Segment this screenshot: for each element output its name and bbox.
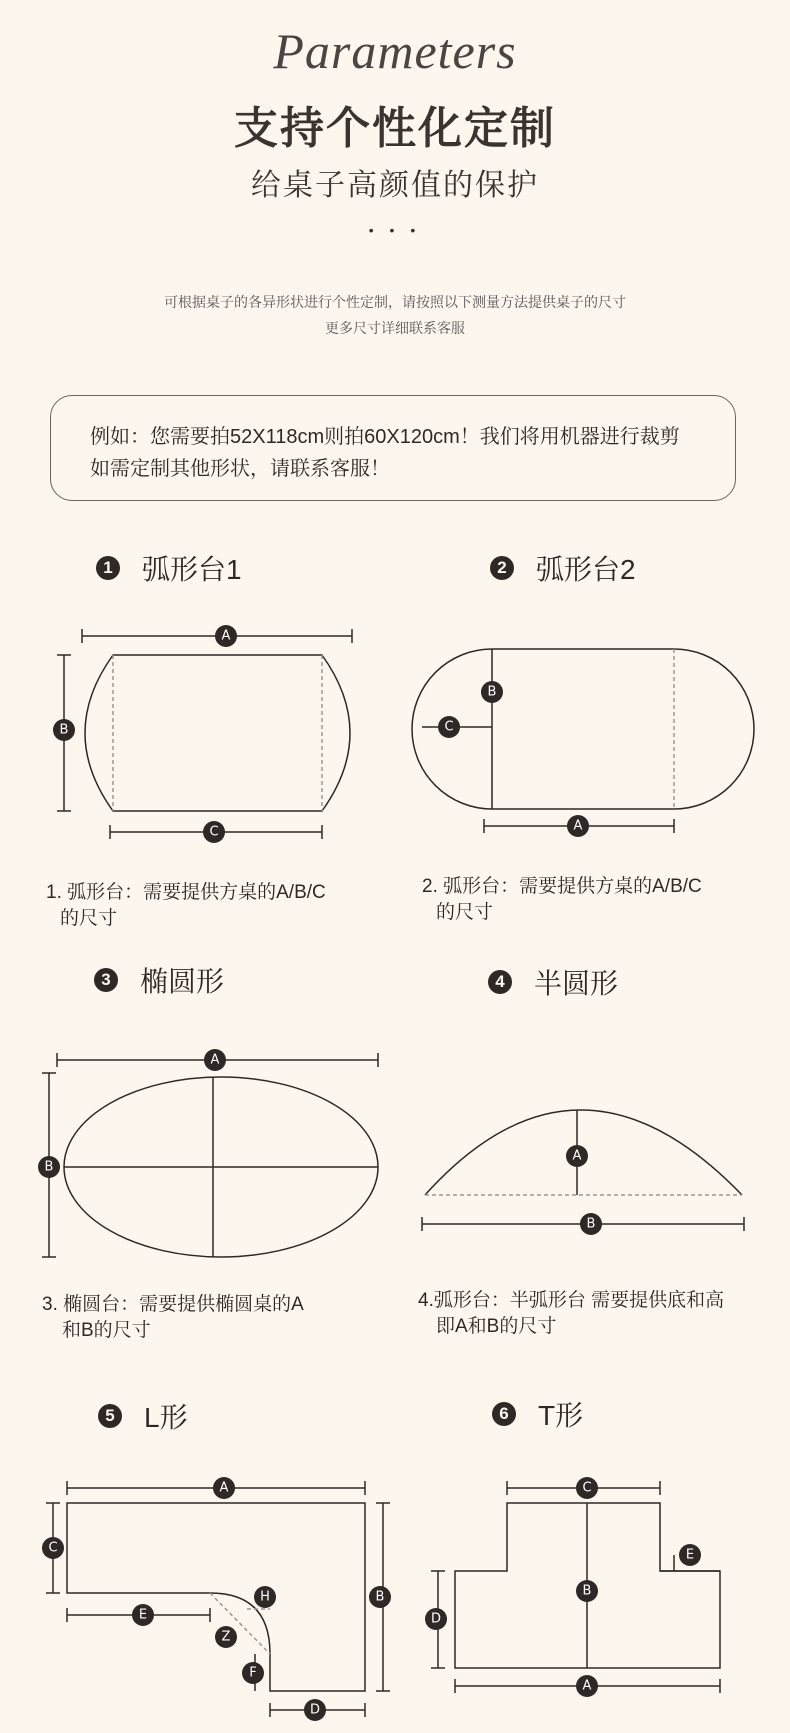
- label-a: A: [219, 1480, 229, 1496]
- heading-label: 半圆形: [534, 968, 619, 999]
- label-b-badge: [580, 1213, 602, 1235]
- caption-line-2: 即A和B的尺寸: [436, 1316, 557, 1337]
- divider-dots: • • •: [368, 222, 422, 238]
- label-z: Z: [221, 1629, 231, 1645]
- label-e: E: [138, 1607, 148, 1623]
- label-b: B: [586, 1216, 596, 1232]
- label-a-badge: [567, 815, 589, 837]
- label-b: B: [59, 722, 69, 738]
- label-c-badge: [438, 716, 460, 738]
- label-h: H: [260, 1589, 270, 1605]
- label-b: B: [487, 684, 497, 700]
- title-english: Parameters: [273, 23, 517, 79]
- label-c-badge: [576, 1477, 598, 1499]
- label-b-badge: [576, 1580, 598, 1602]
- label-a-badge: [566, 1145, 588, 1167]
- label-c-badge: [203, 821, 225, 843]
- heading-label: 弧形台1: [142, 554, 242, 585]
- intro-line-2: 更多尺寸详细联系客服: [325, 320, 465, 336]
- label-c: C: [444, 719, 454, 735]
- label-e-badge: [132, 1604, 154, 1626]
- heading-label: 椭圆形: [140, 966, 225, 997]
- label-a: A: [582, 1678, 592, 1694]
- number-badge: 2: [490, 556, 514, 580]
- label-a-badge: [576, 1675, 598, 1697]
- label-a: A: [221, 628, 231, 644]
- diagram-arc-table-2: [412, 649, 754, 837]
- label-b: B: [375, 1589, 385, 1605]
- arc-table-2-outline: [412, 649, 754, 809]
- label-e: E: [685, 1547, 695, 1563]
- subtitle: 给桌子高颜值的保护: [251, 169, 539, 202]
- label-a: A: [573, 818, 583, 834]
- label-c: C: [209, 824, 219, 840]
- caption-line-1: 4.弧形台：半弧形台 需要提供底和高: [418, 1290, 725, 1311]
- number-badge: 1: [96, 556, 120, 580]
- label-h-badge: [254, 1586, 276, 1608]
- note-line-2: 如需定制其他形状，请联系客服！: [90, 458, 390, 480]
- heading-label: T形: [538, 1400, 584, 1431]
- label-b-badge: [481, 681, 503, 703]
- label-c: C: [48, 1540, 58, 1556]
- label-d-badge: [304, 1699, 326, 1721]
- diagram-arc-table-1: [53, 625, 352, 843]
- label-f-badge: [242, 1662, 264, 1684]
- arc-table-1-outline: [85, 655, 350, 811]
- caption-line-1: 3. 椭圆台：需要提供椭圆桌的A: [42, 1294, 304, 1315]
- label-d: D: [309, 1702, 321, 1718]
- label-e-badge: [679, 1544, 701, 1566]
- label-z-badge: [215, 1626, 237, 1648]
- label-f: F: [249, 1665, 257, 1681]
- label-a-badge: [204, 1049, 226, 1071]
- label-c-badge: [42, 1537, 64, 1559]
- caption-line-2: 的尺寸: [60, 908, 118, 929]
- note-line-1: 例如：您需要拍52X118cm则拍60X120cm！我们将用机器进行裁剪: [90, 426, 680, 448]
- caption-line-1: 2. 弧形台：需要提供方桌的A/B/C: [422, 876, 702, 897]
- label-a: A: [572, 1148, 582, 1164]
- label-a-badge: [213, 1477, 235, 1499]
- number-badge: 5: [98, 1404, 122, 1428]
- label-b: B: [582, 1583, 592, 1599]
- caption-line-2: 和B的尺寸: [62, 1320, 151, 1341]
- diagram-t-shape: [425, 1477, 720, 1697]
- number-badge: 4: [488, 970, 512, 994]
- intro-line-1: 可根据桌子的各异形状进行个性定制，请按照以下测量方法提供桌子的尺寸: [164, 294, 626, 310]
- diagram-semicircle: [422, 1110, 744, 1235]
- number-badge: 3: [94, 968, 118, 992]
- label-d: D: [430, 1611, 442, 1627]
- label-b-badge: [53, 719, 75, 741]
- caption-line-1: 1. 弧形台：需要提供方桌的A/B/C: [46, 882, 326, 903]
- caption-line-2: 的尺寸: [436, 902, 494, 923]
- label-d-badge: [425, 1608, 447, 1630]
- label-a: A: [210, 1052, 220, 1068]
- l-shape-outline: [67, 1503, 365, 1691]
- label-b-badge: [369, 1586, 391, 1608]
- title-chinese: 支持个性化定制: [234, 104, 556, 153]
- diagram-ellipse: [38, 1049, 378, 1257]
- label-b: B: [44, 1159, 54, 1175]
- number-badge: 6: [492, 1402, 516, 1426]
- label-c: C: [582, 1480, 592, 1496]
- label-a-badge: [215, 625, 237, 647]
- heading-label: L形: [144, 1402, 188, 1433]
- label-b-badge: [38, 1156, 60, 1178]
- diagram-l-shape: [42, 1477, 391, 1721]
- heading-label: 弧形台2: [536, 554, 636, 585]
